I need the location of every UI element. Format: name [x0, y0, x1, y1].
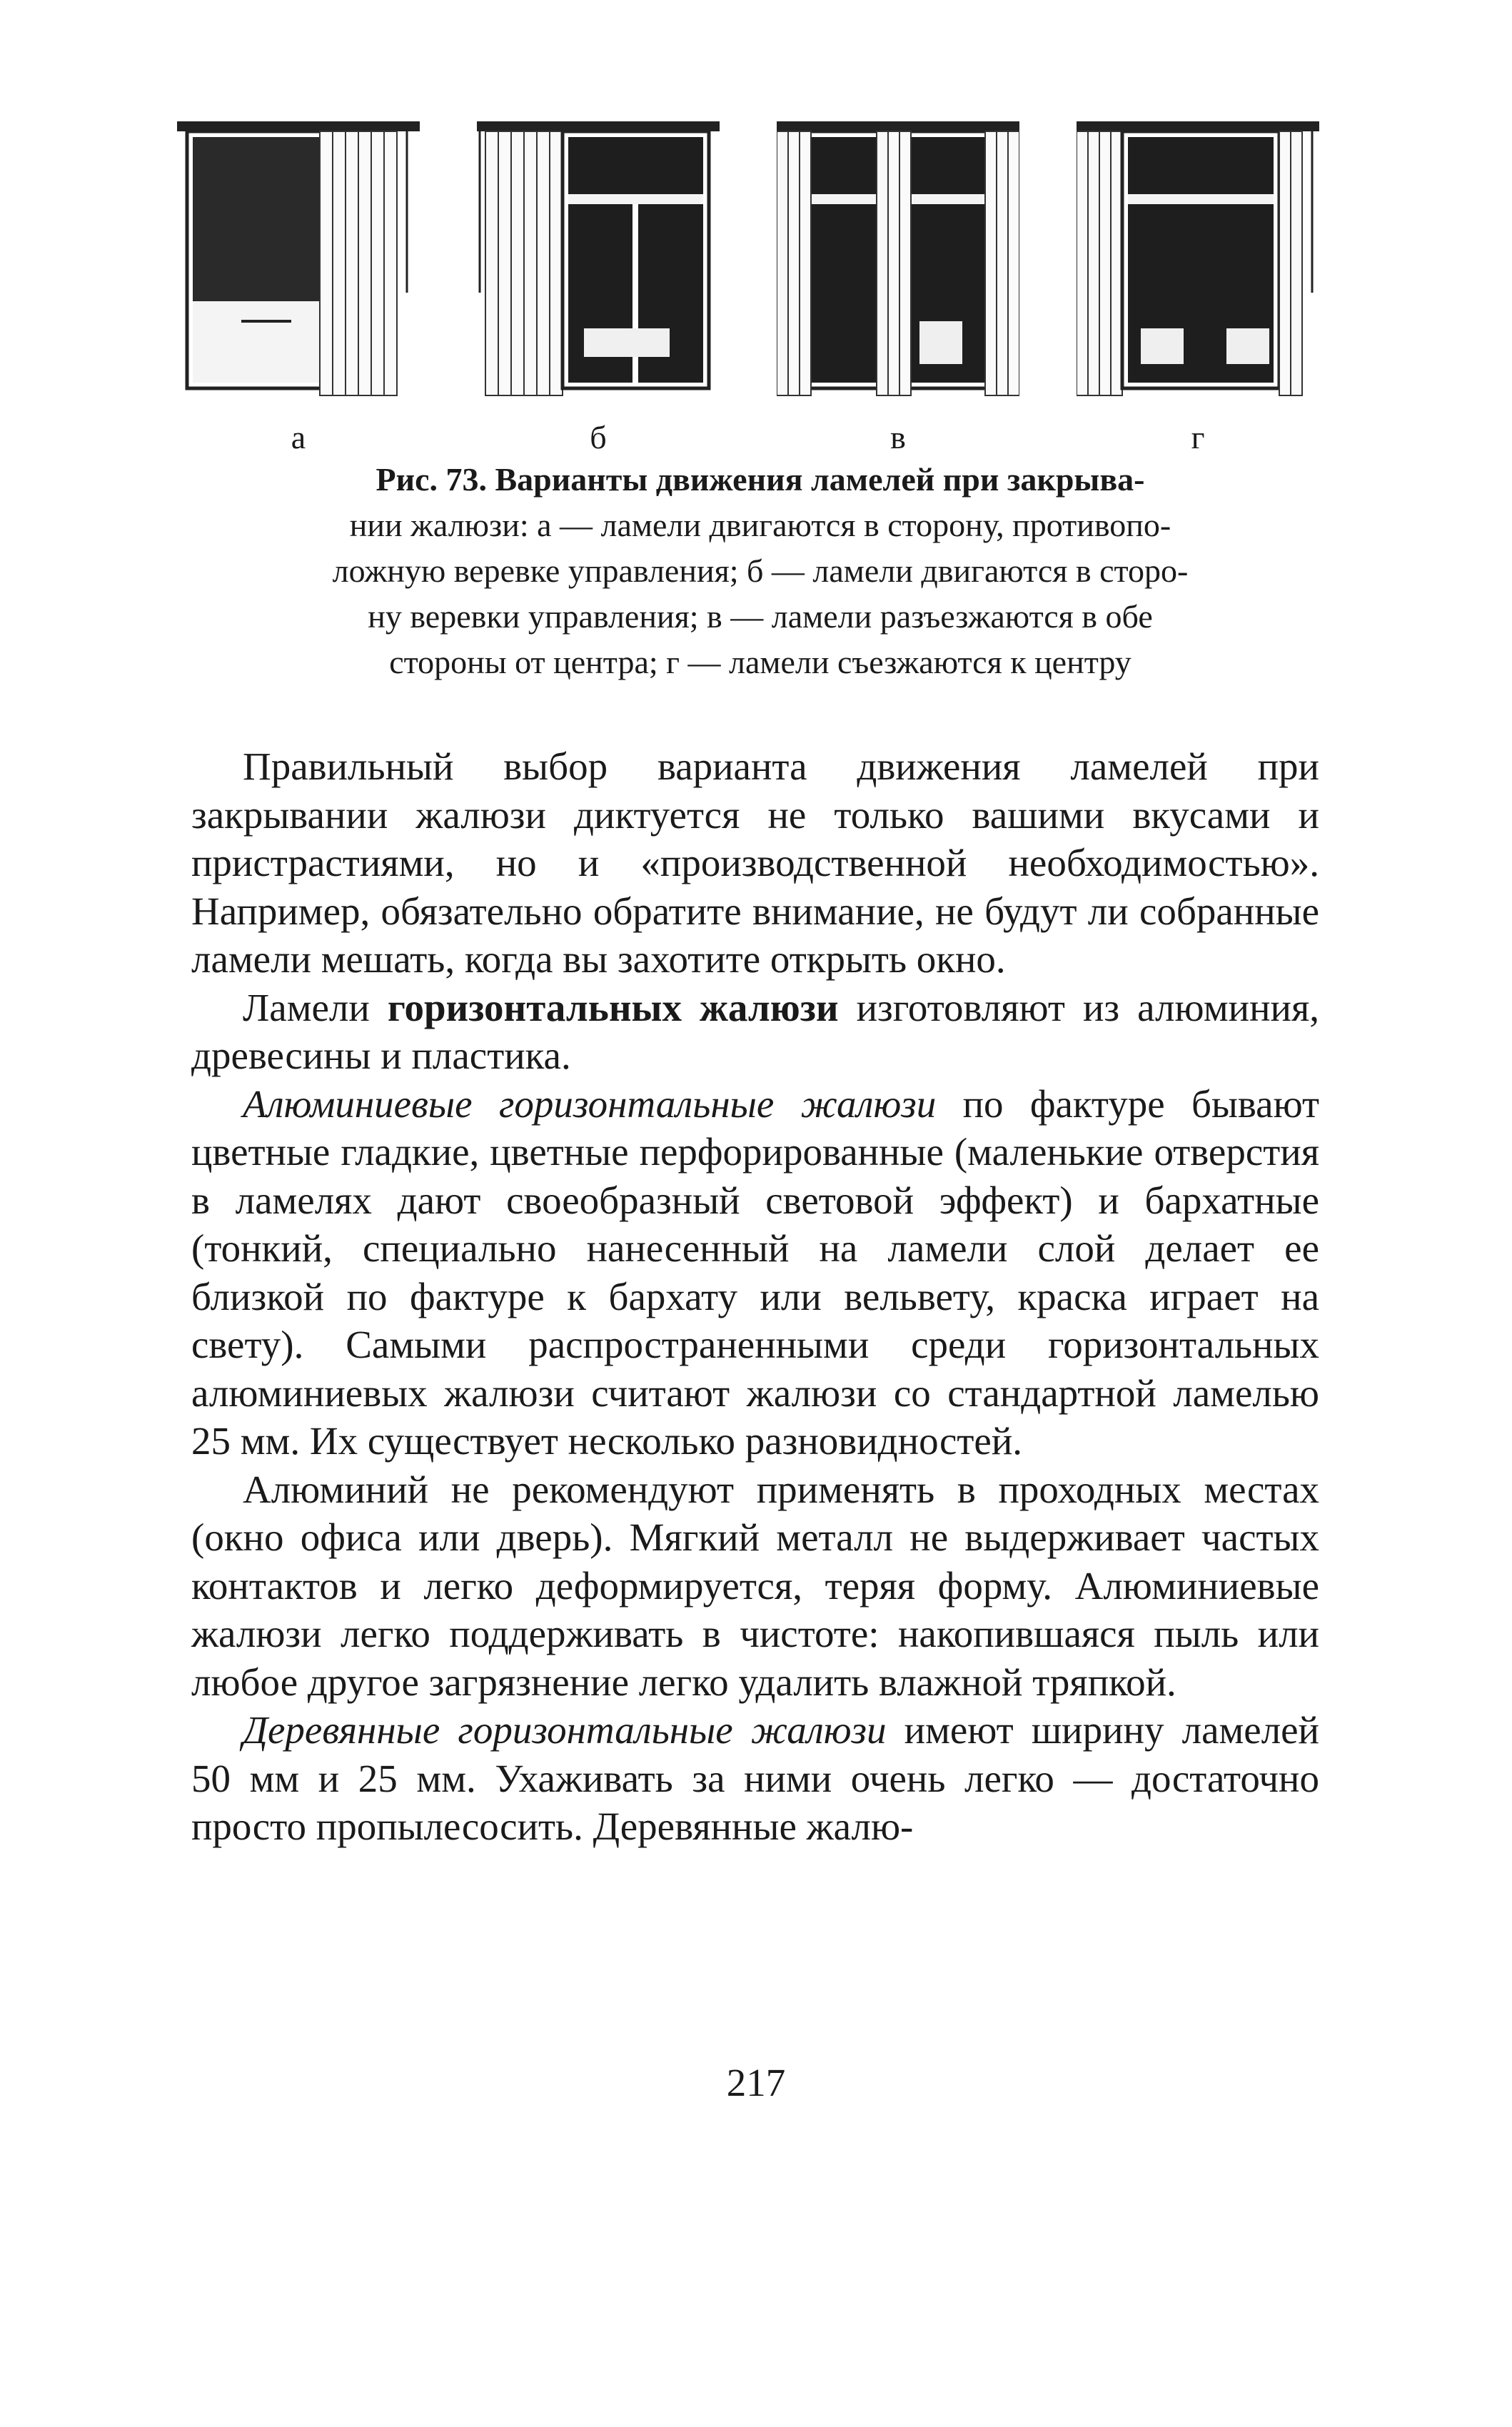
caption-line: ну веревки управления; в — ламели разъезжаются в обе — [368, 598, 1153, 635]
italic-term: Алюминиевые горизонтальные жалюзи — [243, 1081, 937, 1126]
panel-label-a: а — [291, 419, 306, 455]
bold-term: горизонтальных жалюзи — [387, 985, 839, 1029]
window-blind-illustration — [177, 114, 420, 414]
paragraph-text: изготовляют из алюминия, древесины и пластика. — [191, 985, 1320, 1077]
figure-panel-g — [1077, 114, 1319, 414]
figure-panel-v — [777, 114, 1019, 414]
caption-line: ложную веревке управления; б — ламели двигаются в сторо- — [332, 552, 1189, 589]
page-number: 217 — [726, 2061, 786, 2104]
figure-panel-b — [477, 114, 720, 414]
caption-line: стороны от центра; г — ламели съезжаются к центру — [389, 644, 1132, 680]
paragraph — [191, 1706, 1319, 1851]
panel-label-v: в — [890, 419, 906, 455]
paragraph — [191, 1080, 1319, 1465]
paragraph — [191, 1465, 1319, 1707]
window-blind-illustration — [1077, 114, 1319, 414]
figure-panel-a — [177, 114, 420, 414]
italic-term: Деревянные горизонтальные жалюзи — [243, 1708, 887, 1752]
paragraph-text: Алюминий не рекомендуют применять в проходных местах (окно офиса или дверь). Мягкий металл не выдерживает частых контактов и легко деформируется, теряя форму. Алюминиевые жалюзи легко поддерживать в чистоте: накопившаяся пыль или любое другое загрязнение легко удалить влажной тряпкой. — [191, 1467, 1319, 1704]
paragraph-text: Ламели — [243, 985, 388, 1029]
panel-label-b: б — [590, 419, 607, 455]
panel-label-g: г — [1191, 419, 1205, 455]
window-blind-illustration — [777, 114, 1019, 414]
body-text — [191, 742, 1319, 1851]
paragraph-text: имеют ширину ламелей 50 мм и 25 мм. Ухаживать за ними очень легко — достаточно просто пропылесосить. Деревянные жалю- — [191, 1708, 1319, 1848]
caption-line: нии жалюзи: а — ламели двигаются в сторону, противопо- — [349, 507, 1171, 543]
paragraph-text: Правильный выбор варианта движения ламелей при закрывании жалюзи диктуется не только вашими вкусами и пристрастиями, но и «производственной необходимостью». Например, обязательно обратите внимание, не будут ли собранные ламели мешать, когда вы захотите открыть окно. — [191, 745, 1319, 981]
paragraph — [191, 742, 1319, 984]
paragraph-text: по фактуре бывают цветные гладкие, цветные перфорированные (маленькие отверстия в ламелях дают своеобразный световой эффект) и бархатные (тонкий, специально нанесенный на ламели слой делает ее близкой по фактуре к бархату или вельвету, краска играет на свету). Самыми распространенными среди горизонтальных алюминиевых жалюзи считают жалюзи со стандартной ламелью 25 мм. Их существует несколько разновидностей. — [191, 1081, 1319, 1463]
window-blind-illustration — [477, 114, 720, 414]
paragraph — [191, 984, 1319, 1080]
figure-caption — [214, 457, 1306, 685]
caption-line: Рис. 73. Варианты движения ламелей при закрыва- — [376, 461, 1145, 498]
figure-73 — [177, 114, 1326, 414]
